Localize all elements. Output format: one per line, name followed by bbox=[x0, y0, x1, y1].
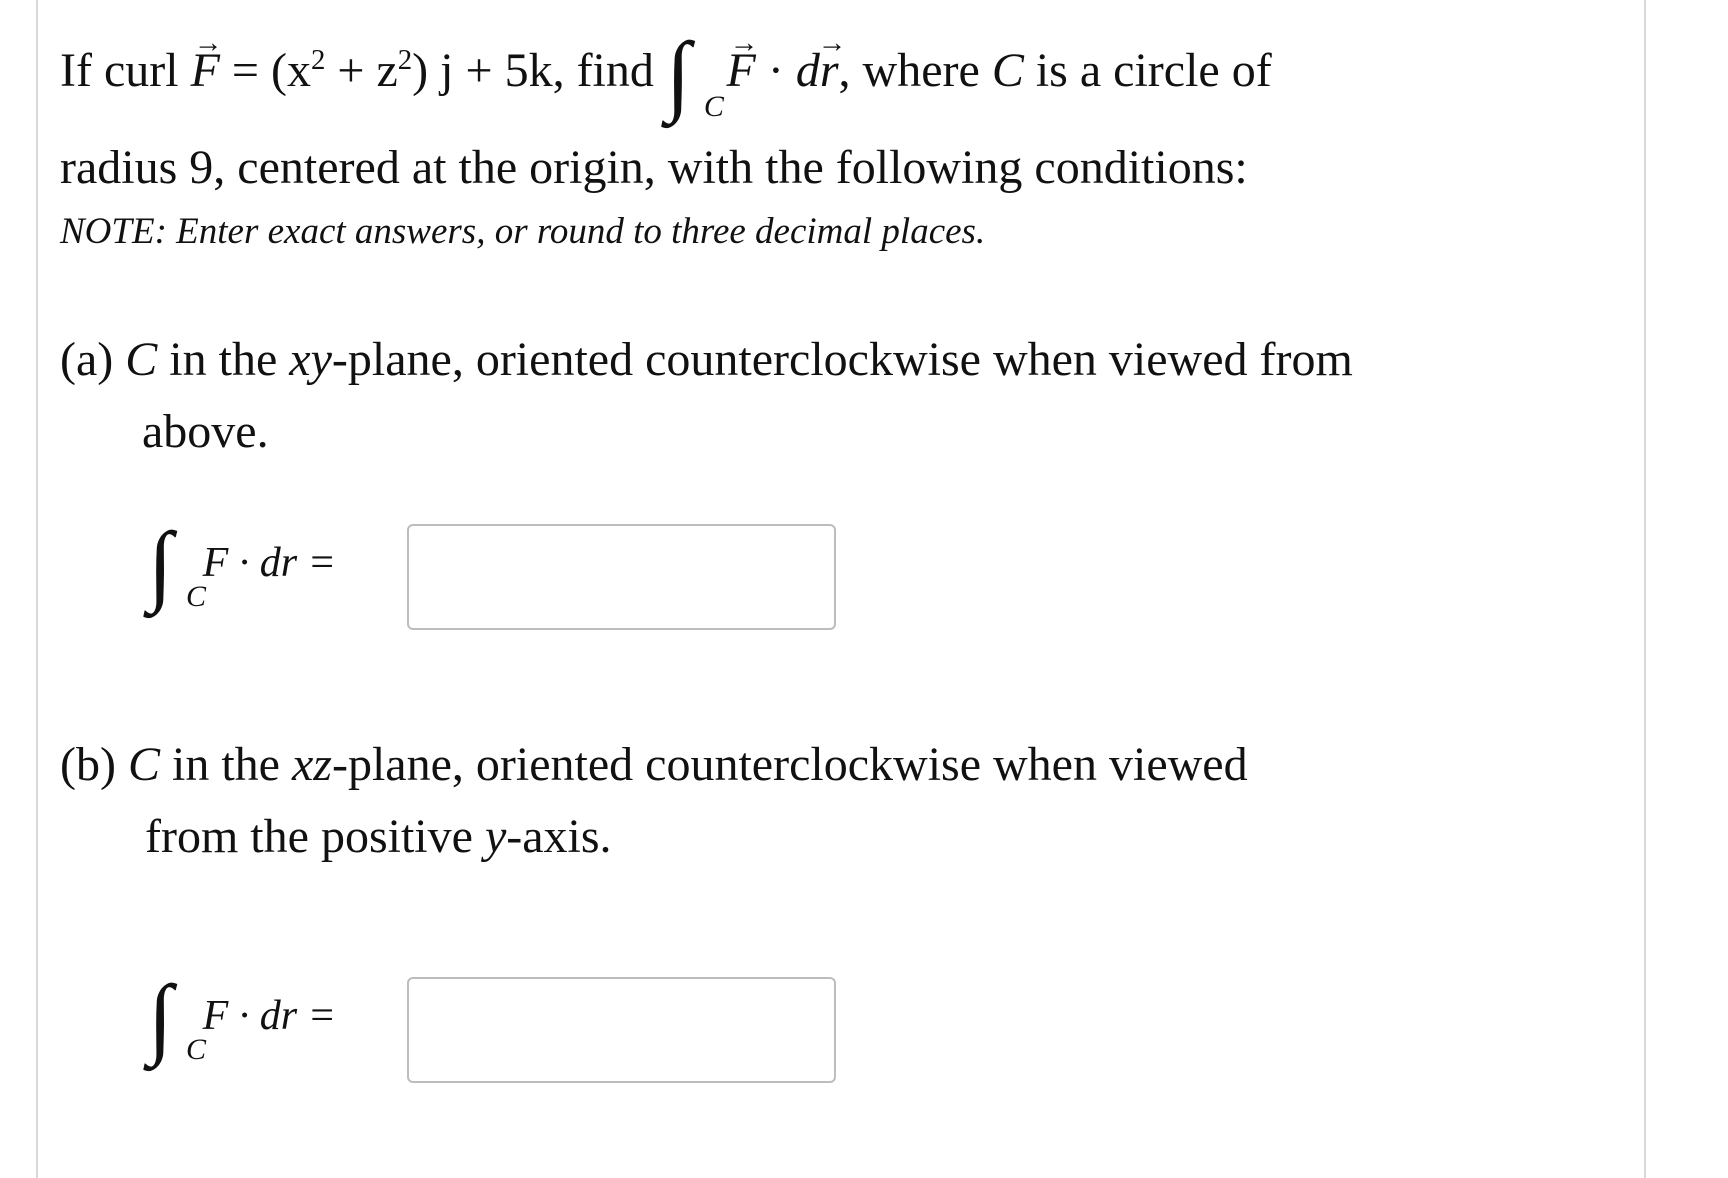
note-text: NOTE: Enter exact answers, or round to three decimal places. bbox=[60, 211, 986, 252]
integral-subscript: C bbox=[703, 90, 724, 123]
part-a-label: (a) bbox=[60, 333, 114, 386]
part-b-integral bbox=[148, 968, 336, 1067]
part-b-label: (b) bbox=[60, 738, 116, 791]
curl-expr-part-b: + z bbox=[325, 44, 398, 98]
integral-subscript: C bbox=[186, 1033, 207, 1066]
field-symbol: → F bbox=[191, 43, 220, 98]
part-a-answer-input[interactable] bbox=[407, 524, 836, 630]
part-b-answer-input[interactable] bbox=[407, 977, 836, 1083]
curl-expression bbox=[232, 44, 654, 97]
intro-text: If curl bbox=[60, 44, 179, 98]
exponent: 2 bbox=[310, 44, 326, 77]
part-a-line-2: above. bbox=[142, 405, 269, 458]
part-b-line-1: (b) C in the xz-plane, oriented counterclockwise when viewed bbox=[60, 738, 1248, 791]
part-a-line-1: (a) C in the xy-plane, oriented counterclockwise when viewed from bbox=[60, 333, 1353, 386]
integral-sign: ∫ C bbox=[148, 515, 207, 614]
problem-line-2: radius 9, centered at the origin, with the following conditions: bbox=[60, 141, 1248, 194]
curl-expr-part-a: = (x bbox=[231, 44, 311, 98]
integral-sign: ∫ C bbox=[665, 25, 724, 124]
part-a-integral-label: F · dr = bbox=[202, 540, 336, 587]
integrand-text: → F · d→ r, where C is a circle of bbox=[703, 44, 1272, 97]
problem-line-1 bbox=[60, 25, 1272, 124]
curl-expr-part-c: ) j + 5k, find bbox=[412, 44, 654, 98]
part-a-integral bbox=[148, 515, 336, 614]
part-b-line-2: from the positive y-axis. bbox=[145, 810, 612, 863]
part-b-integral-label: F · dr = bbox=[202, 993, 336, 1040]
integral-sign: ∫ C bbox=[148, 968, 207, 1067]
integral-subscript: C bbox=[186, 580, 207, 613]
exponent: 2 bbox=[397, 44, 413, 77]
